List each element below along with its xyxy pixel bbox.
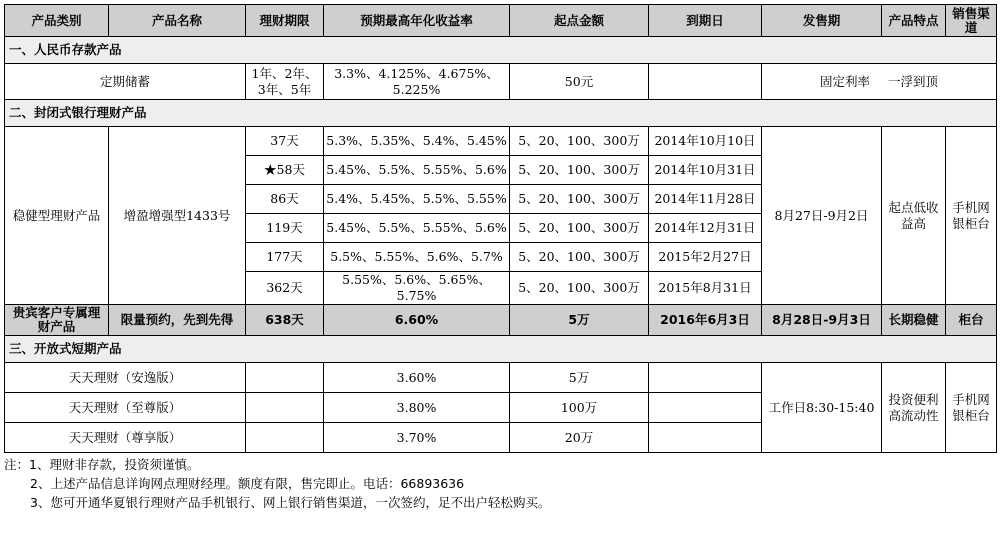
feature-cell: 起点低收益高 [882,127,946,305]
amount-cell: 5、20、100、300万 [510,214,649,243]
category-cell: 贵宾客户专属理财产品 [5,305,109,336]
feature-cell [762,64,997,100]
header-maturity: 到期日 [649,5,762,37]
amount-cell: 20万 [510,423,649,453]
amount-cell: 5、20、100、300万 [510,272,649,305]
term-cell: 638天 [246,305,324,336]
note-line: 3、您可开通华夏银行理财产品手机银行、网上银行销售渠道，一次签约，足不出户轻松购买。 [30,495,551,510]
table-row [5,363,997,393]
term-cell [246,363,324,393]
section-title: 一、人民币存款产品 [5,37,997,64]
amount-cell: 5万 [510,363,649,393]
rate-cell: 3.70% [324,423,510,453]
rate-cell: 5.5%、5.55%、5.6%、5.7% [324,243,510,272]
term-cell: 86天 [246,185,324,214]
amount-cell: 100万 [510,393,649,423]
rate-cell: 3.3%、4.125%、4.675%、5.225% [324,64,510,100]
maturity-cell: 2014年10月31日 [649,156,762,185]
term-cell: 177天 [246,243,324,272]
rate-cell: 5.55%、5.6%、5.65%、5.75% [324,272,510,305]
amount-cell: 50元 [510,64,649,100]
table-row [5,64,997,100]
amount-cell: 5、20、100、300万 [510,185,649,214]
product-name-cell: 天天理财（尊享版） [5,423,246,453]
amount-cell: 5万 [510,305,649,336]
section-row [5,100,997,127]
term-cell [246,393,324,423]
header-channel: 销售渠道 [946,5,997,37]
maturity-cell: 2014年12月31日 [649,214,762,243]
product-name-cell: 定期储蓄 [5,64,246,100]
category-cell: 稳健型理财产品 [5,127,109,305]
channel-cell: 手机网银柜台 [946,127,997,305]
note-line: 2、上述产品信息详询网点理财经理。额度有限，售完即止。电话：66893636 [30,476,465,491]
section-title: 二、封闭式银行理财产品 [5,100,997,127]
amount-cell: 5、20、100、300万 [510,156,649,185]
feature-cell: 投资便利高流动性 [882,363,946,453]
term-cell: 119天 [246,214,324,243]
header-amount: 起点金额 [510,5,649,37]
maturity-cell [649,64,762,100]
product-table [4,4,997,453]
maturity-cell: 2015年8月31日 [649,272,762,305]
feature-cell: 长期稳健 [882,305,946,336]
maturity-cell: 2016年6月3日 [649,305,762,336]
sale-period-cell: 8月28日-9月3日 [762,305,882,336]
rate-cell: 6.60% [324,305,510,336]
maturity-cell: 2014年10月10日 [649,127,762,156]
product-table-container [4,4,996,512]
term-cell [246,423,324,453]
maturity-cell: 2014年11月28日 [649,185,762,214]
channel-cell: 柜台 [946,305,997,336]
header-row [5,5,997,37]
term-cell: ★58天 [246,156,324,185]
header-term: 理财期限 [246,5,324,37]
vip-row [5,305,997,336]
product-name-cell: 增盈增强型1433号 [109,127,246,305]
notes [4,455,996,512]
sale-period-cell: 8月27日-9月2日 [762,127,882,305]
term-cell: 362天 [246,272,324,305]
section-row [5,336,997,363]
term-cell: 37天 [246,127,324,156]
table-row [5,127,997,156]
product-name-cell: 限量预约，先到先得 [109,305,246,336]
header-rate: 预期最高年化收益率 [324,5,510,37]
section-row [5,37,997,64]
header-name: 产品名称 [109,5,246,37]
rate-cell: 3.60% [324,363,510,393]
feature-text: 一浮到顶 [888,73,939,89]
maturity-cell [649,393,762,423]
maturity-cell: 2015年2月27日 [649,243,762,272]
term-cell: 1年、2年、3年、5年 [246,64,324,100]
header-sale-period: 发售期 [762,5,882,37]
feature-text: 固定利率 [819,73,870,89]
header-feature: 产品特点 [882,5,946,37]
channel-cell: 手机网银柜台 [946,363,997,453]
sale-period-cell: 工作日8:30-15:40 [762,363,882,453]
rate-cell: 5.45%、5.5%、5.55%、5.6% [324,156,510,185]
note-line: 注：1、理财非存款，投资须谨慎。 [4,457,200,472]
amount-cell: 5、20、100、300万 [510,243,649,272]
product-name-cell: 天天理财（至尊版） [5,393,246,423]
rate-cell: 5.45%、5.5%、5.55%、5.6% [324,214,510,243]
rate-cell: 3.80% [324,393,510,423]
rate-cell: 5.3%、5.35%、5.4%、5.45% [324,127,510,156]
maturity-cell [649,363,762,393]
amount-cell: 5、20、100、300万 [510,127,649,156]
section-title: 三、开放式短期产品 [5,336,997,363]
product-name-cell: 天天理财（安逸版） [5,363,246,393]
rate-cell: 5.4%、5.45%、5.5%、5.55% [324,185,510,214]
maturity-cell [649,423,762,453]
header-category: 产品类别 [5,5,109,37]
